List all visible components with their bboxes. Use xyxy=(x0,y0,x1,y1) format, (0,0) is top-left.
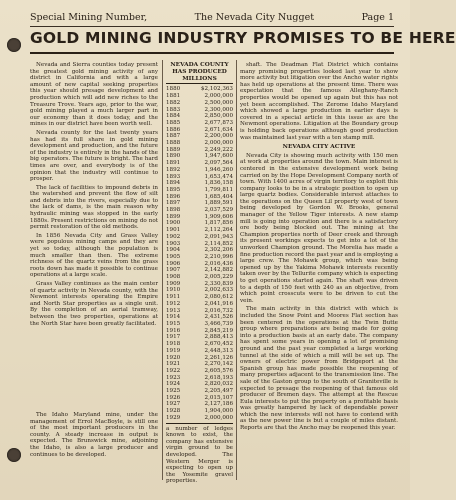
table-cell-year: 1895 xyxy=(166,186,181,193)
table-row xyxy=(166,247,233,254)
table-cell-year: 1890 xyxy=(166,153,181,160)
table-cell-year: 1923 xyxy=(166,374,181,381)
table-cell-year: 1915 xyxy=(166,321,181,327)
table-cell-value: 1,817,856 xyxy=(204,220,233,227)
table-row xyxy=(166,227,233,234)
table-cell-year: 1910 xyxy=(166,287,181,294)
binder-hole xyxy=(7,448,21,462)
table-cell-year: 1911 xyxy=(166,294,181,301)
table-cell-value: 1,836,158 xyxy=(204,180,233,187)
paragraph: The lack of facilities to impound debris in the watershed and prevent the flow of silt and debris into the rivers, especially due to the lack of dams, is the main reason why hydraulic mining was stopped in the early 1880s. Present restrictions on mining do not permit restoration of the old methods. xyxy=(30,184,158,231)
table-cell-year: 1916 xyxy=(166,327,181,334)
table-cell-value: 2,005,229 xyxy=(204,274,233,281)
article-column-1-bottom xyxy=(30,412,158,482)
table-title: NEVADA COUNTY HAS PRODUCED MILLIONS xyxy=(170,62,229,82)
table-row xyxy=(166,220,233,227)
table-row xyxy=(166,100,233,107)
table-row xyxy=(166,301,233,308)
table-row xyxy=(166,133,233,140)
table-cell-year: 1909 xyxy=(166,280,181,287)
table-row xyxy=(166,120,233,127)
table-row xyxy=(166,308,233,315)
table-cell-value: 1,685,404 xyxy=(204,193,233,200)
table-cell-value: 2,618,193 xyxy=(204,374,233,381)
table-cell-value: 2,097,564 xyxy=(204,160,233,167)
table-cell-value: 2,677,873 xyxy=(204,119,233,126)
table-row xyxy=(166,408,233,415)
table-cell-year: 1881 xyxy=(166,93,181,100)
paragraph: The Idaho Maryland mine, under the management of Errol MacBoyle, is still one of the most important producers in the county. A steady increase in output is expected. The Brunswick mine, adjoining the Idaho, is also a large producer and continues to be developed. xyxy=(30,412,158,458)
table-cell-value: 2,500,000 xyxy=(204,99,233,106)
table-cell-value: 2,002,633 xyxy=(204,287,233,294)
table-row xyxy=(166,361,233,368)
table-row xyxy=(166,140,233,147)
table-cell-value: 2,112,264 xyxy=(204,227,233,234)
table-row xyxy=(166,395,233,402)
table-row xyxy=(166,147,233,154)
table-row xyxy=(166,200,233,207)
table-cell-year: 1920 xyxy=(166,354,181,361)
table-cell-year: 1892 xyxy=(166,166,181,173)
article-column-3 xyxy=(240,62,398,492)
table-cell-year: 1904 xyxy=(166,247,181,254)
table-row xyxy=(166,381,233,388)
table-cell-year: 1928 xyxy=(166,408,181,415)
table-cell-value: 2,210,996 xyxy=(204,253,233,260)
table-row xyxy=(166,214,233,221)
table-row xyxy=(166,261,233,268)
table-cell-value: 1,653,474 xyxy=(204,173,233,180)
column-separator xyxy=(236,60,237,480)
table-cell-value: 2,270,142 xyxy=(204,361,233,368)
table-cell-value: 1,904,000 xyxy=(204,408,233,415)
table-row xyxy=(166,287,233,294)
paragraph: In 1856 Nevada City and Grass Valley were populous mining camps and they are yet so today, although the population is much smaller than then. The extreme richness of the quartz veins from the grass roots down has made it possible to continue operations at a large scale. xyxy=(30,232,158,279)
table-cell-value: 2,820,032 xyxy=(204,381,233,388)
table-cell-value: 2,080,612 xyxy=(204,294,233,301)
paragraph: Nevada county for the last twenty years has had its full share in gold mining development and production, and the future of the industry is entirely in the hands of the big operators. The future is bright. The hard times are over, and everybody is of the opinion that the industry will continue to prosper. xyxy=(30,129,158,183)
paragraph: shaft. The Deadman Flat District which contains many promising properties looked last year to show more activity but litigation over the Ancho water rights has held up operations at the present time. There was expectation that the famous Alleghany-Ranch properties would be opened up again but this has not yet been accomplished. The Zerome Idaho Maryland which showed a large production in earlier days is covered in a special article in this issue as are the Newmont operations. Litigation at the Boundary group is holding back operations although good production was maintained last year with a ten stamp mill. xyxy=(240,62,398,141)
paragraph: Grass Valley continues as the main center of quartz activity in Nevada county, with the Newmont interests operating the Empire and North Star properties as a single unit. By the completion of an aerial tramway, between the two properties, operations at the North Star have been greatly facilitated. xyxy=(30,281,158,327)
paragraph: The main activity in this district with which is included the Snow Point and Moores Flat section has been centered in the operations at the Twin Butte group where preparations are being made for going into a production basis at an early date. The company has spent some years in opening a lot of promising ground and the past year completed a large working tunnel at the side of which a mill will be set up. The owners of electric power from Bridgeport at the Spanish group has made possible the reopening of many properties adjacent to the transmission line. The sale of the Gaston group to the south of Graniteville is expected to presage the reopening of that famous old producer of Bremen days. The attempt at the Rescue Eula interests to put the property on a profitable basis was greatly hampered by lack of dependable power which the new interests will not have to contend with as the new power line is but a couple of miles distant. Reports are that the Ancho may be reopened this year. xyxy=(240,306,398,432)
table-cell-value: 2,605,576 xyxy=(204,367,233,374)
production-table xyxy=(166,62,233,492)
table-cell-value: 3,466,739 xyxy=(204,321,233,327)
table-cell-value: 2,114,852 xyxy=(204,240,233,247)
table-cell-year: 1889 xyxy=(166,146,181,153)
table-cell-year: 1921 xyxy=(166,361,181,368)
table-cell-year: 1901 xyxy=(166,227,181,234)
table-row xyxy=(166,321,233,328)
table-cell-value: 1,947,600 xyxy=(204,153,233,160)
table-cell-value: 2,205,497 xyxy=(204,388,233,395)
table-row xyxy=(166,274,233,281)
header-edition: Special Mining Number, xyxy=(30,12,148,23)
header-masthead: The Nevada City Nugget xyxy=(194,12,315,23)
table-cell-value: 2,000,000 xyxy=(204,140,233,147)
table-cell-year: 1917 xyxy=(166,334,181,341)
table-row xyxy=(166,334,233,341)
table-cell-year: 1925 xyxy=(166,388,181,395)
table-row xyxy=(166,107,233,114)
table-cell-value: 2,000,000 xyxy=(204,93,233,100)
table-cell-value: 2,670,452 xyxy=(204,341,233,348)
column-separator xyxy=(162,60,163,480)
table-cell-year: 1896 xyxy=(166,193,181,200)
table-cell-year: 1926 xyxy=(166,394,181,401)
table-cell-value: 2,300,000 xyxy=(204,106,233,113)
table-cell-value: 2,330,839 xyxy=(204,280,233,287)
table-cell-value: 2,671,634 xyxy=(204,126,233,133)
table-row xyxy=(166,375,233,382)
table-cell-year: 1912 xyxy=(166,300,181,307)
table-cell-year: 1886 xyxy=(166,126,181,133)
table-cell-year: 1918 xyxy=(166,341,181,348)
table-cell-year: 1887 xyxy=(166,133,181,140)
page-header xyxy=(30,12,394,27)
table-cell-value: 1,946,260 xyxy=(204,166,233,173)
table-row xyxy=(166,341,233,348)
table-row xyxy=(166,194,233,201)
table-cell-year: 1898 xyxy=(166,207,181,214)
table-cell-value: 2,431,526 xyxy=(204,314,233,321)
table-cell-value: 2,015,107 xyxy=(204,394,233,401)
subheading: NEVADA CITY ACTIVE xyxy=(282,144,356,151)
table-cell-value: 1,889,591 xyxy=(204,200,233,207)
table-row xyxy=(166,388,233,395)
table-cell-year: 1922 xyxy=(166,367,181,374)
paragraph: Nevada and Sierra counties today present the greatest gold mining activity of any district in California and with a large amount of new capital seeking properties this year should presage development and production which will add new riches to the Treasure Trove. Years ago, prior to the war, gold mining played a much larger part in our economy than it does today, and the mines in our district have been worth well. xyxy=(30,62,158,128)
table-cell-value: 2,845,219 xyxy=(204,327,233,334)
table-cell-year: 1929 xyxy=(166,414,181,421)
table-cell-value: 2,850,000 xyxy=(204,113,233,120)
table-cell-value: 1,799,811 xyxy=(204,186,233,193)
table-row xyxy=(166,180,233,187)
table-cell-year: 1880 xyxy=(166,86,181,93)
table-cell-value: 2,888,413 xyxy=(204,334,233,341)
table-row xyxy=(166,187,233,194)
table-cell-value: 2,200,000 xyxy=(204,133,233,140)
table-row xyxy=(166,328,233,335)
table-row xyxy=(166,113,233,120)
table-rows xyxy=(166,86,233,421)
table-row xyxy=(166,368,233,375)
table-cell-year: 1913 xyxy=(166,307,181,314)
table-row xyxy=(166,86,233,93)
headline: GOLD MINING INDUSTRY PROMISES TO BE HERE xyxy=(30,29,456,47)
table-cell-value: 2,448,313 xyxy=(204,347,233,354)
table-cell-year: 1900 xyxy=(166,220,181,227)
table-cell-value: 2,302,206 xyxy=(204,247,233,254)
table-cell-year: 1888 xyxy=(166,140,181,147)
article-column-1 xyxy=(30,62,158,470)
table-cell-year: 1906 xyxy=(166,260,181,267)
table-row xyxy=(166,167,233,174)
table-cell-value: 2,091,943 xyxy=(204,233,233,240)
table-cell-value: 2,037,529 xyxy=(204,207,233,214)
table-row xyxy=(166,127,233,134)
table-row xyxy=(166,314,233,321)
table-row xyxy=(166,241,233,248)
binder-hole xyxy=(7,38,21,52)
table-cell-value: 2,016,436 xyxy=(204,260,233,267)
table-cell-year: 1919 xyxy=(166,347,181,354)
paragraph: a number of ledges known to exist, the company has extensive virgin ground to be developed. The Western Merger is expecting to open up the Yosemite gravel properties. xyxy=(166,425,233,485)
table-row xyxy=(166,153,233,160)
table-cell-year: 1893 xyxy=(166,173,181,180)
table-cell-year: 1894 xyxy=(166,180,181,187)
table-cell-value: 2,000,000 xyxy=(204,414,233,421)
table-cell-year: 1882 xyxy=(166,99,181,106)
table-row xyxy=(166,207,233,214)
table-cell-year: 1903 xyxy=(166,240,181,247)
table-cell-value: $2,102,363 xyxy=(200,86,233,93)
table-row xyxy=(166,294,233,301)
table-cell-year: 1883 xyxy=(166,106,181,113)
table-cell-year: 1907 xyxy=(166,267,181,274)
table-cell-year: 1899 xyxy=(166,213,181,220)
table-row xyxy=(166,93,233,100)
table-row xyxy=(166,348,233,355)
table-cell-value: 1,909,606 xyxy=(204,213,233,220)
table-row xyxy=(166,160,233,167)
table-row xyxy=(166,281,233,288)
table-row xyxy=(166,401,233,408)
table-cell-value: 2,016,732 xyxy=(204,307,233,314)
table-cell-year: 1927 xyxy=(166,401,181,408)
table-cell-year: 1905 xyxy=(166,253,181,260)
table-row xyxy=(166,234,233,241)
table-cell-value: 2,127,186 xyxy=(204,401,233,408)
table-cell-value: 2,261,126 xyxy=(204,354,233,361)
table-row xyxy=(166,267,233,274)
table-row xyxy=(166,174,233,181)
table-cell-year: 1908 xyxy=(166,274,181,281)
table-cell-value: 2,142,882 xyxy=(204,267,233,274)
table-cell-year: 1897 xyxy=(166,200,181,207)
table-row xyxy=(166,254,233,261)
table-cell-year: 1885 xyxy=(166,119,181,126)
header-page-number: Page 1 xyxy=(361,12,394,23)
headline-rule xyxy=(30,52,394,54)
table-cell-year: 1914 xyxy=(166,314,181,321)
table-row xyxy=(166,415,233,422)
table-cell-value: 2,249,222 xyxy=(204,146,233,153)
table-cell-year: 1924 xyxy=(166,381,181,388)
table-rule xyxy=(166,83,233,84)
table-rule xyxy=(166,423,233,424)
paragraph: Nevada City is showing much activity with 150 men at work at properties around the town. Main interest is centered in the extensive development work being carried on by the Hope Development Company north of town. With 1400 acres of virgin territory to exploit this company looks to be in a strategic position to open up large quartz bodies. Considerable interest attaches to the operations on the Queen Lil property west of town being developed by Gordon W. Brooks, general manager of the Yellow Tiger interests. A new stamp mill is going into operation and there is a satisfactory ore body being blocked out. The mining at the Champion properties north of Deer creek and through its present workings expects to get into a lot of the unworked Champion ground. The Morelia has made a fine production record the past year and is employing a large crew. The Mohawk group, which was being opened up by the Yakima Mohawk interests recently taken over by the Tellurite company which is expecting to get operations started again. The shaft was driven to a depth of 150 feet with 240 as an objective, from which point crosscuts were to be driven to cut the vein. xyxy=(240,152,399,304)
table-cell-year: 1884 xyxy=(166,113,181,120)
table-cell-value: 2,041,916 xyxy=(204,300,233,307)
table-cell-year: 1902 xyxy=(166,233,181,240)
table-row xyxy=(166,355,233,362)
table-cell-year: 1891 xyxy=(166,160,181,167)
